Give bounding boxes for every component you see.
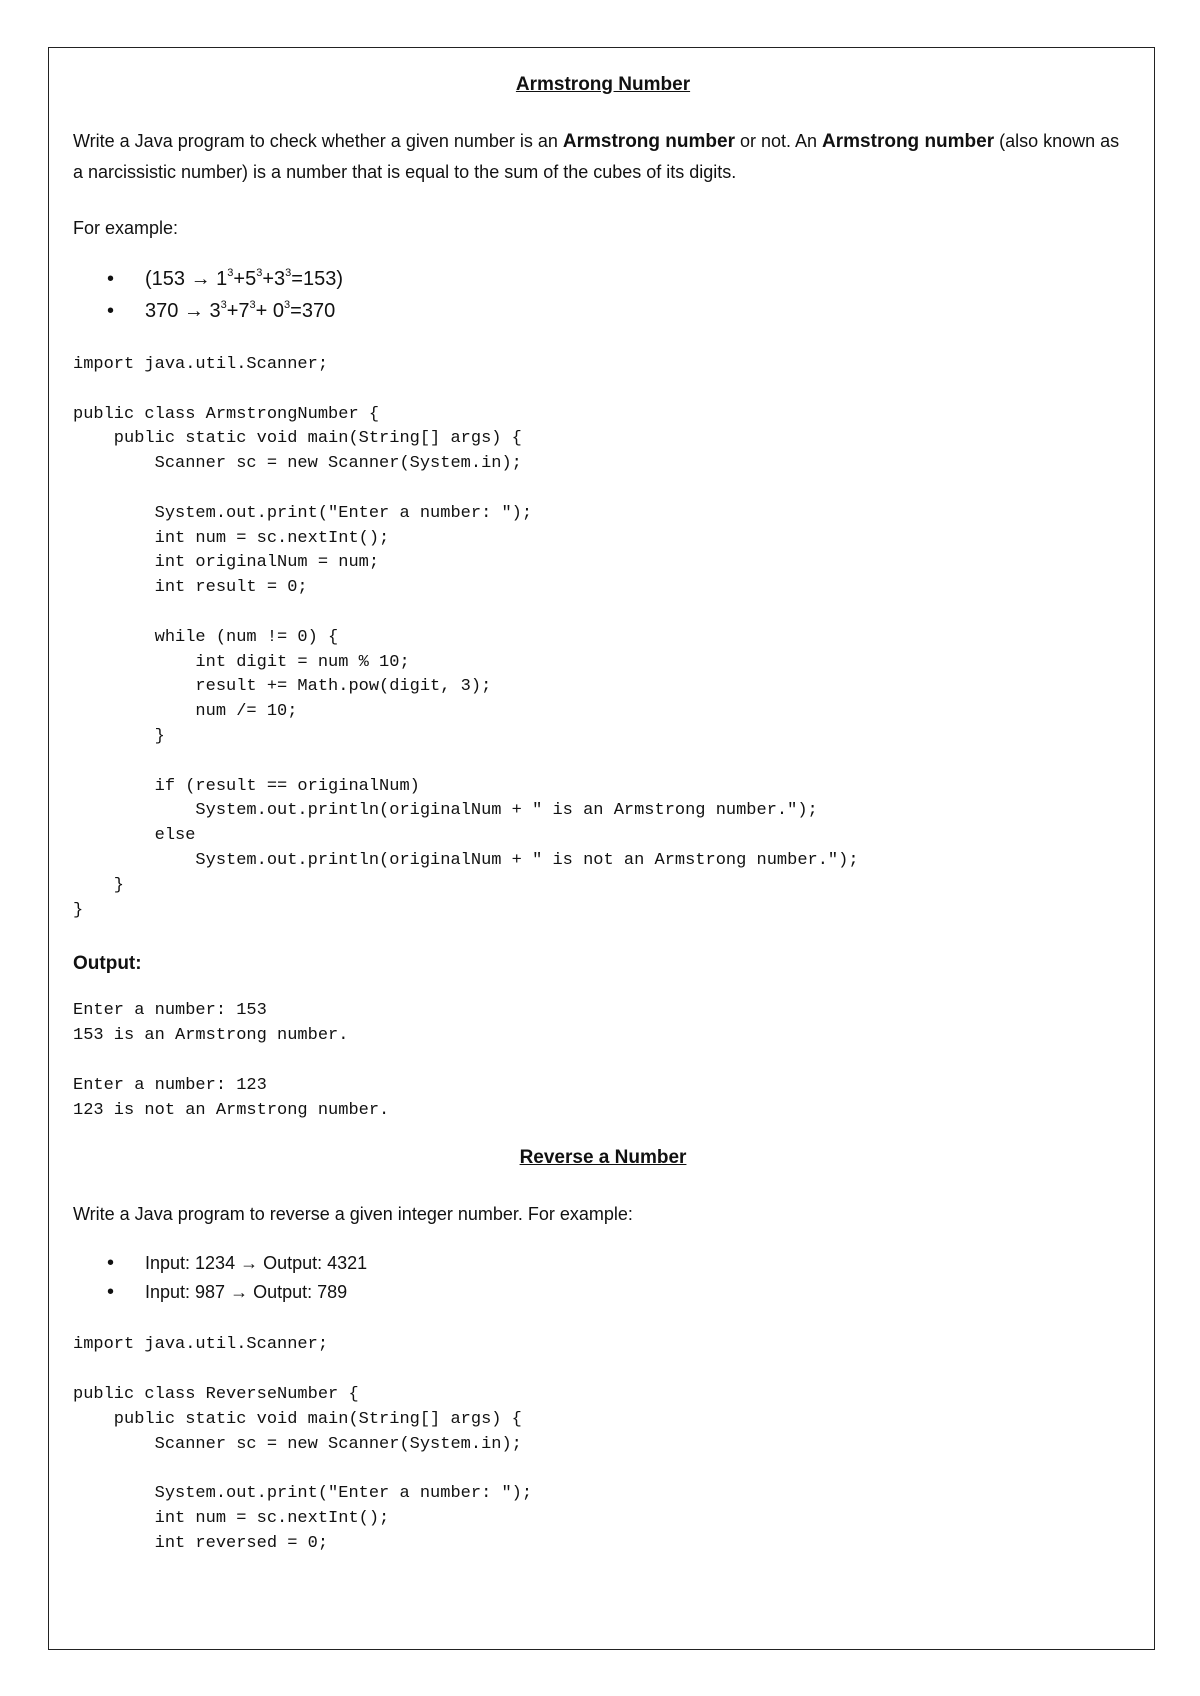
math-term: (153 → 1 — [145, 268, 228, 290]
code-line: System.out.println(originalNum + " is not an Armstrong number."); — [73, 850, 859, 870]
exponent: 3 — [249, 299, 256, 311]
bullet-icon: • — [107, 1281, 115, 1304]
code-line: } — [73, 726, 165, 746]
reverse-code-block — [73, 1333, 1133, 1556]
math-term: + 0 — [255, 300, 285, 322]
section-title-reverse: Reverse a Number — [519, 1147, 687, 1169]
intro-part: or not. An — [734, 131, 823, 151]
bullet-icon: • — [107, 1252, 115, 1275]
example-text: Input: 1234 → Output: 4321 — [145, 1253, 368, 1274]
math-term: =370 — [290, 300, 336, 322]
output-line: 123 is not an Armstrong number. — [73, 1100, 390, 1120]
exponent: 3 — [256, 267, 263, 279]
exponent: 3 — [227, 267, 234, 279]
code-line: int reversed = 0; — [73, 1533, 329, 1553]
example-text: Input: 987 → Output: 789 — [145, 1282, 348, 1303]
code-line: public static void main(String[] args) { — [73, 1409, 522, 1429]
code-line: int digit = num % 10; — [73, 652, 410, 672]
code-line: result += Math.pow(digit, 3); — [73, 677, 492, 697]
code-line: while (num != 0) { — [73, 627, 339, 647]
code-line: import java.util.Scanner; — [73, 1335, 329, 1355]
code-line: if (result == originalNum) — [73, 776, 420, 796]
code-line: int result = 0; — [73, 578, 308, 598]
code-line: } — [73, 875, 125, 895]
code-line: int num = sc.nextInt(); — [73, 1508, 390, 1528]
code-line: num /= 10; — [73, 702, 298, 722]
bullet-icon: • — [107, 268, 115, 290]
math-term: 370 → 3 — [145, 300, 221, 322]
exponent: 3 — [220, 299, 227, 311]
code-line: import java.util.Scanner; — [73, 355, 329, 374]
intro-term: Armstrong number — [822, 131, 995, 152]
math-term: =153) — [291, 268, 343, 290]
exponent: 3 — [284, 299, 291, 311]
example-label: For example: — [73, 218, 179, 238]
code-line — [73, 1358, 1133, 1383]
bullet-icon: • — [107, 300, 115, 322]
list-item — [107, 1278, 1133, 1307]
list-item — [107, 295, 1133, 327]
reverse-intro: Write a Java program to reverse a given integer number. For example: — [73, 1204, 633, 1225]
code-line — [73, 378, 1133, 403]
code-line: int originalNum = num; — [73, 553, 380, 573]
output-line: 153 is an Armstrong number. — [73, 1026, 349, 1046]
document-body — [73, 70, 1133, 1556]
output-line: Enter a number: 123 — [73, 1075, 267, 1095]
code-line: public class ReverseNumber { — [73, 1384, 359, 1404]
code-line — [73, 750, 1133, 775]
code-line — [73, 477, 1133, 502]
armstrong-code-block — [73, 353, 1133, 923]
code-line: System.out.print("Enter a number: "); — [73, 503, 533, 523]
code-line: else — [73, 826, 196, 846]
math-term: +5 — [233, 268, 257, 290]
code-line — [73, 1457, 1133, 1482]
armstrong-intro — [73, 126, 1133, 187]
armstrong-output-block — [73, 999, 1133, 1123]
code-line: System.out.print("Enter a number: "); — [73, 1484, 533, 1504]
section-title-armstrong: Armstrong Number — [515, 74, 691, 95]
code-line: Scanner sc = new Scanner(System.in); — [73, 1434, 522, 1454]
output-line: Enter a number: 153 — [73, 1001, 267, 1021]
reverse-examples — [73, 1249, 1133, 1307]
intro-part: Write a Java program to check whether a given number is an — [73, 131, 563, 151]
code-line: } — [73, 900, 84, 920]
math-term: +3 — [262, 268, 286, 290]
list-item — [107, 263, 1133, 295]
exponent: 3 — [285, 267, 292, 279]
code-line — [73, 601, 1133, 626]
intro-part: (also known as a narcissistic number) is a number that is equal to the sum of the cubes of its digits. — [73, 131, 1120, 182]
code-line: int num = sc.nextInt(); — [73, 528, 390, 548]
list-item — [107, 1249, 1133, 1278]
output-line — [73, 1049, 1133, 1074]
code-line: public static void main(String[] args) { — [73, 429, 522, 449]
code-line: Scanner sc = new Scanner(System.in); — [73, 454, 522, 474]
output-label: Output: — [73, 953, 142, 975]
code-line: System.out.println(originalNum + " is an Armstrong number."); — [73, 801, 818, 821]
math-term: +7 — [226, 300, 250, 322]
armstrong-examples — [73, 263, 1133, 327]
code-line: public class ArmstrongNumber { — [73, 404, 380, 424]
intro-term: Armstrong number — [562, 131, 735, 152]
